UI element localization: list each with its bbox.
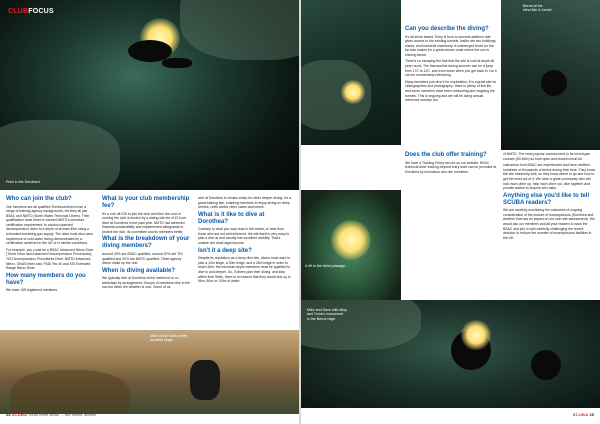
paragraph: of NMTD. The most popular courses tend to be mixed gas courses (50-60m) so both open and closed circuit kit.: [503, 152, 591, 161]
heading-describe-diving: Can you describe the diving?: [405, 26, 489, 32]
diver-fins: [162, 58, 192, 68]
left-footer: [6, 412, 96, 417]
diver-silhouette: [541, 70, 567, 96]
magazine-brand: SCUBA: [11, 412, 28, 417]
paragraph: Our members are all qualified Technical divers from a range of training agency backgrounds, but they all join BSAC and NMTD (North Wales Technical Divers). Their qualification must meet or exceed NMTD's minimum certification requirement, to conduct planned decompression dives to a depth of at least 45m using a redundant breathing gas supply. The diver must also have experience of cold-water diving demonstrated by a certification achieved in the UK or in similar conditions.: [6, 204, 93, 246]
heading-who-can-join: Who can join the club?: [6, 196, 72, 202]
right-footer: [573, 412, 594, 417]
paragraph: It's a one-off £25 to join the club and then the cost of running the club is funded by a dating site fee of £10 per diver at Dorothea in the past year. NMTD has achieved financial sustainability and implemented safeguards to protect the club, its committee and its members better.: [102, 211, 187, 234]
left-column-2: [102, 196, 190, 292]
heading-membership-fee: What is your club membership fee?: [102, 196, 190, 209]
paragraph: We are carefully monitoring the outcomes of ongoing consideration of the closure of inconspicuous (Dorothea and whether that has an impact on our own site assessment). We would ask our members and all your readers to back the BSAC and join in with carefully challenging the recent decision to reduce the number of inconspicuous facilities in the UK.: [503, 208, 595, 240]
right-page: [301, 0, 600, 424]
right-column-3: [503, 152, 595, 242]
rock-shape: [180, 0, 299, 60]
dive-torch-light: [341, 80, 365, 104]
outdoor-quarry-photo: [0, 330, 299, 414]
diver-silhouette: [531, 350, 561, 380]
cave-rift-photo: [301, 190, 401, 300]
photo-caption: A rift in the blind passage...: [305, 264, 349, 268]
heading-diving-available: When is diving available?: [102, 267, 176, 274]
left-column-3: [198, 196, 292, 286]
dive-torch-light: [331, 220, 371, 260]
heading-how-many-members: How many members do you have?: [6, 272, 86, 286]
photo-caption: Mike and Dave with alloy and Toms's monument in the Bernd ridge: [307, 308, 347, 321]
paragraph: We have a Training Policy set out on our website. BSAC technical diver training beyond entry level can be provided at Dorothea by instructors who are members: [405, 160, 497, 174]
photo-caption: Pulsi in the Dorotheo!: [6, 180, 41, 184]
paragraph: Around 40% are BSAC qualified, around 20% are TDI qualified and 20% are NMTD qualified. Other agency divers make up the rest.: [102, 251, 183, 266]
section-tag-club: CLUB: [8, 8, 29, 15]
cave-diver-photo: [0, 0, 299, 190]
diver-in-drysuit: [190, 360, 220, 400]
photo-caption: Mike at the clubs newly installed stage: [150, 334, 188, 343]
left-page: [0, 0, 299, 424]
dive-torch-light: [461, 320, 491, 350]
paragraph: dive at Dorothea to remain sharp for other deeper diving: it's a great training site, enabling members to enjoy diving on deep wrecks, reefs and/or other caves and mines.: [198, 196, 291, 210]
footer-note: Read more about ... the divers' stories: [28, 412, 96, 417]
heading-training: Does the club offer training?: [405, 152, 487, 158]
section-tag-focus: FOCUS: [28, 8, 54, 15]
cave-diver-right-photo: [501, 0, 600, 150]
heading-deep-site: Isn't it a deep site?: [198, 247, 252, 254]
cave-tunnel-photo: [301, 0, 401, 145]
heading-breakdown: What is the breakdown of your diving members?: [102, 236, 190, 250]
paragraph: Contrary to what you may read in the media, or hear from those who are not well informed, the site itself is very easy to plan a dive at and usually has excellent visibility. That's outside two amid algal blooms.: [198, 227, 290, 246]
cliff-shape: [10, 370, 130, 414]
cave-divers-photo: [301, 300, 600, 408]
section-tag: [8, 8, 54, 15]
magazine-brand: SCUBA: [572, 412, 589, 417]
paragraph: There's no escaping the fact that the site is cold at depth all year round. The thermocline during summer can be a jump from 17C to 12C, and even lower when you get back in. Ice it can be momentarily refreshing.: [405, 59, 497, 78]
left-column-1: [6, 196, 94, 295]
photo-caption: Bernd at the blind fish & tunnel: [523, 4, 552, 13]
paragraph: For example, you could be a BSAC Advanced Nitrox Diver (Trimix Diver and Advanced Decompression Procedures), TDI Decompression Procedures Diver, NMTD Advanced Nitrox, GNAS three-star, PADI Tec 40 and SSI Extended Range Nitrox Diver.: [6, 247, 94, 271]
heading-anything-else: Anything else you'd like to tell SCUBA readers?: [503, 192, 590, 206]
paragraph: Many members just dive it for exploration, it is a great site for videographers and photography; there is plenty of fish life, and some members have been measuring and mapping the tunnels. This is ongoing and we will be doing annual reference surveys too.: [405, 79, 497, 103]
heading-dive-dorothea: What is it like to dive at Dorothea?: [198, 211, 265, 225]
page-number: 24: [6, 412, 11, 417]
paragraph: We have 105 registered members.: [6, 288, 58, 293]
right-column-1: [405, 26, 497, 105]
paragraph: Despite its reputation as a deep dive site, divers must want to plan a 10m ledge, a 30m ledge, and a 25m ledge in order to reach 45m: the minimum depth members must be qualified to dive to and deeper. So, if divers plan their diving, and stay within their limits, there is no reason that they would end up in 66m, 80m or 100m of water.: [198, 256, 291, 284]
paragraph: Instructors from BSAC are experienced and have certified hundreds or thousands of divers during their time. They know the site extremely well, so they know where to go and how to get the most out of it. We have a great community who will look each other up, help each other out, dive together and provide advice to anyone who asks.: [503, 163, 595, 191]
paragraph: We typically dive at Dorothea at the weekend or on weekdays by arrangement. Groups of members dive in the sun but when the weather is nice. Some of us: [102, 276, 191, 290]
paragraph: It's all stone based. Entry is from a concrete platform that gives access to the existing tunnels. Inside are two buildings, sheds, and industrial machinery. A submerged fence on the far side makes for a great stream route where the sun is shining above.: [405, 34, 497, 57]
right-column-2: [405, 152, 497, 176]
page-number: 25: [589, 412, 594, 417]
